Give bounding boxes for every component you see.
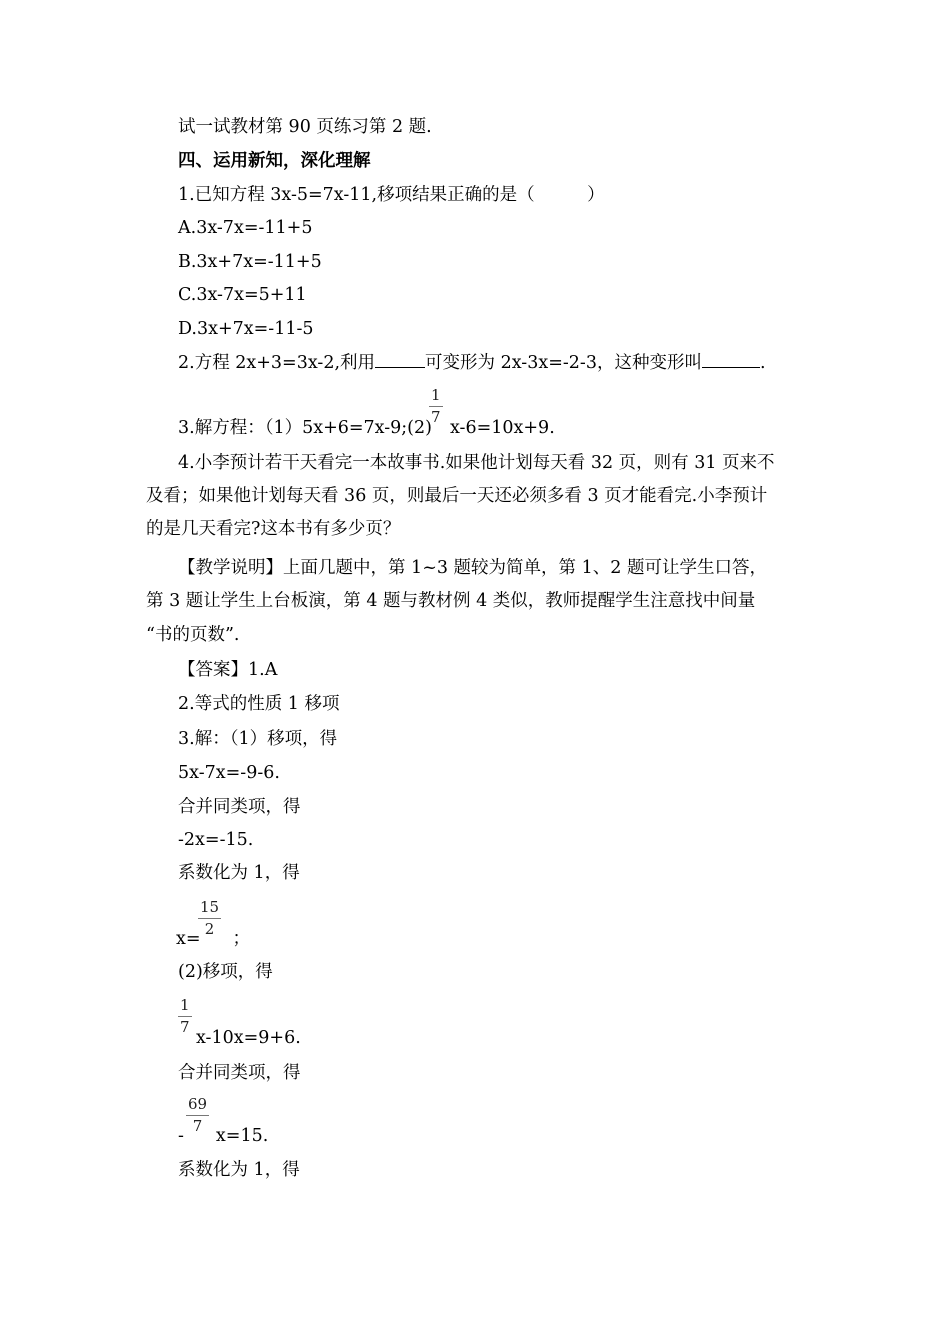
q1-option-b: B.3x+7x=-11+5 (178, 252, 322, 272)
q2-blank-1[interactable] (375, 367, 425, 368)
q3-frac-num: 1 (431, 386, 441, 404)
answer-3-head: 3.解：（1）移项，得 (178, 729, 338, 749)
step-4: 系数化为 1，得 (178, 863, 300, 883)
step-3: -2x=-15. (178, 830, 254, 850)
part-2-eq-rest: x-10x=9+6. (196, 1028, 301, 1048)
q2-part1: 2.方程 2x+3=3x-2,利用 (178, 353, 376, 373)
section-heading: 四、运用新知，深化理解 (178, 151, 371, 171)
teaching-note-line-3: “书的页数”. (146, 625, 240, 645)
q1-option-c: C.3x-7x=5+11 (178, 285, 307, 305)
part-2-head: (2)移项，得 (178, 962, 273, 982)
part-2-fraction (178, 998, 192, 1035)
q2-line (178, 355, 766, 373)
p3-frac-den: 7 (192, 1117, 203, 1135)
p3-frac-num: 69 (188, 1095, 208, 1113)
step-6: 系数化为 1，得 (178, 1160, 300, 1180)
answer-2: 2.等式的性质 1 移项 (178, 694, 340, 714)
step-5: 合并同类项，得 (178, 1063, 301, 1083)
q2-blank-2[interactable] (702, 367, 760, 368)
answer-1: 【答案】1.A (178, 660, 278, 680)
q4-line-3: 的是几天看完?这本书有多少页？ (146, 519, 401, 539)
q3-line (178, 420, 555, 438)
step-1: 5x-7x=-9-6. (178, 763, 280, 783)
part-2-eq-line (178, 1030, 301, 1048)
q3-suffix: x-6=10x+9. (449, 418, 555, 438)
q4-line-2: 及看；如果他计划每天看 36 页，则最后一天还必须多看 3 页才能看完.小李预计 (146, 486, 768, 506)
p2-frac-den: 7 (180, 1018, 190, 1036)
x-equals-end: ； (232, 929, 251, 949)
x-equals-label: x= (176, 929, 201, 949)
teaching-note-line-1: 【教学说明】上面几题中，第 1~3 题较为简单，第 1、2 题可让学生口答， (178, 558, 767, 578)
q1-option-a: A.3x-7x=-11+5 (178, 218, 313, 238)
q4-line-1: 4.小李预计若干天看完一本故事书.如果他计划每天看 32 页，则有 31 页来不 (178, 453, 775, 473)
q1-stem: 1.已知方程 3x-5=7x-11,移项结果正确的是（ ） (178, 185, 605, 205)
teaching-note-line-2: 第 3 题让学生上台板演，第 4 题与教材例 4 类似，教师提醒学生注意找中间量 (146, 591, 756, 611)
q2-part2: 可变形为 2x-3x=-2-3，这种变形叫 (425, 353, 702, 373)
x-frac-num: 15 (200, 898, 220, 916)
part-3-eq-rest: x=15. (215, 1126, 269, 1146)
q3-fraction (429, 388, 443, 425)
step-2: 合并同类项，得 (178, 797, 301, 817)
q1-option-d: D.3x+7x=-11-5 (178, 319, 314, 339)
q3-prefix: 3.解方程：（1）5x+6=7x-9;(2) (178, 418, 432, 438)
x-fraction (198, 900, 221, 937)
neg-sign: - (178, 1126, 184, 1146)
x-frac-den: 2 (204, 920, 215, 938)
p2-frac-num: 1 (180, 996, 190, 1014)
q2-end: . (759, 353, 766, 373)
q3-frac-den: 7 (431, 408, 441, 426)
intro-line: 试一试教材第 90 页练习第 2 题. (178, 117, 432, 137)
part-3-fraction (186, 1097, 209, 1134)
